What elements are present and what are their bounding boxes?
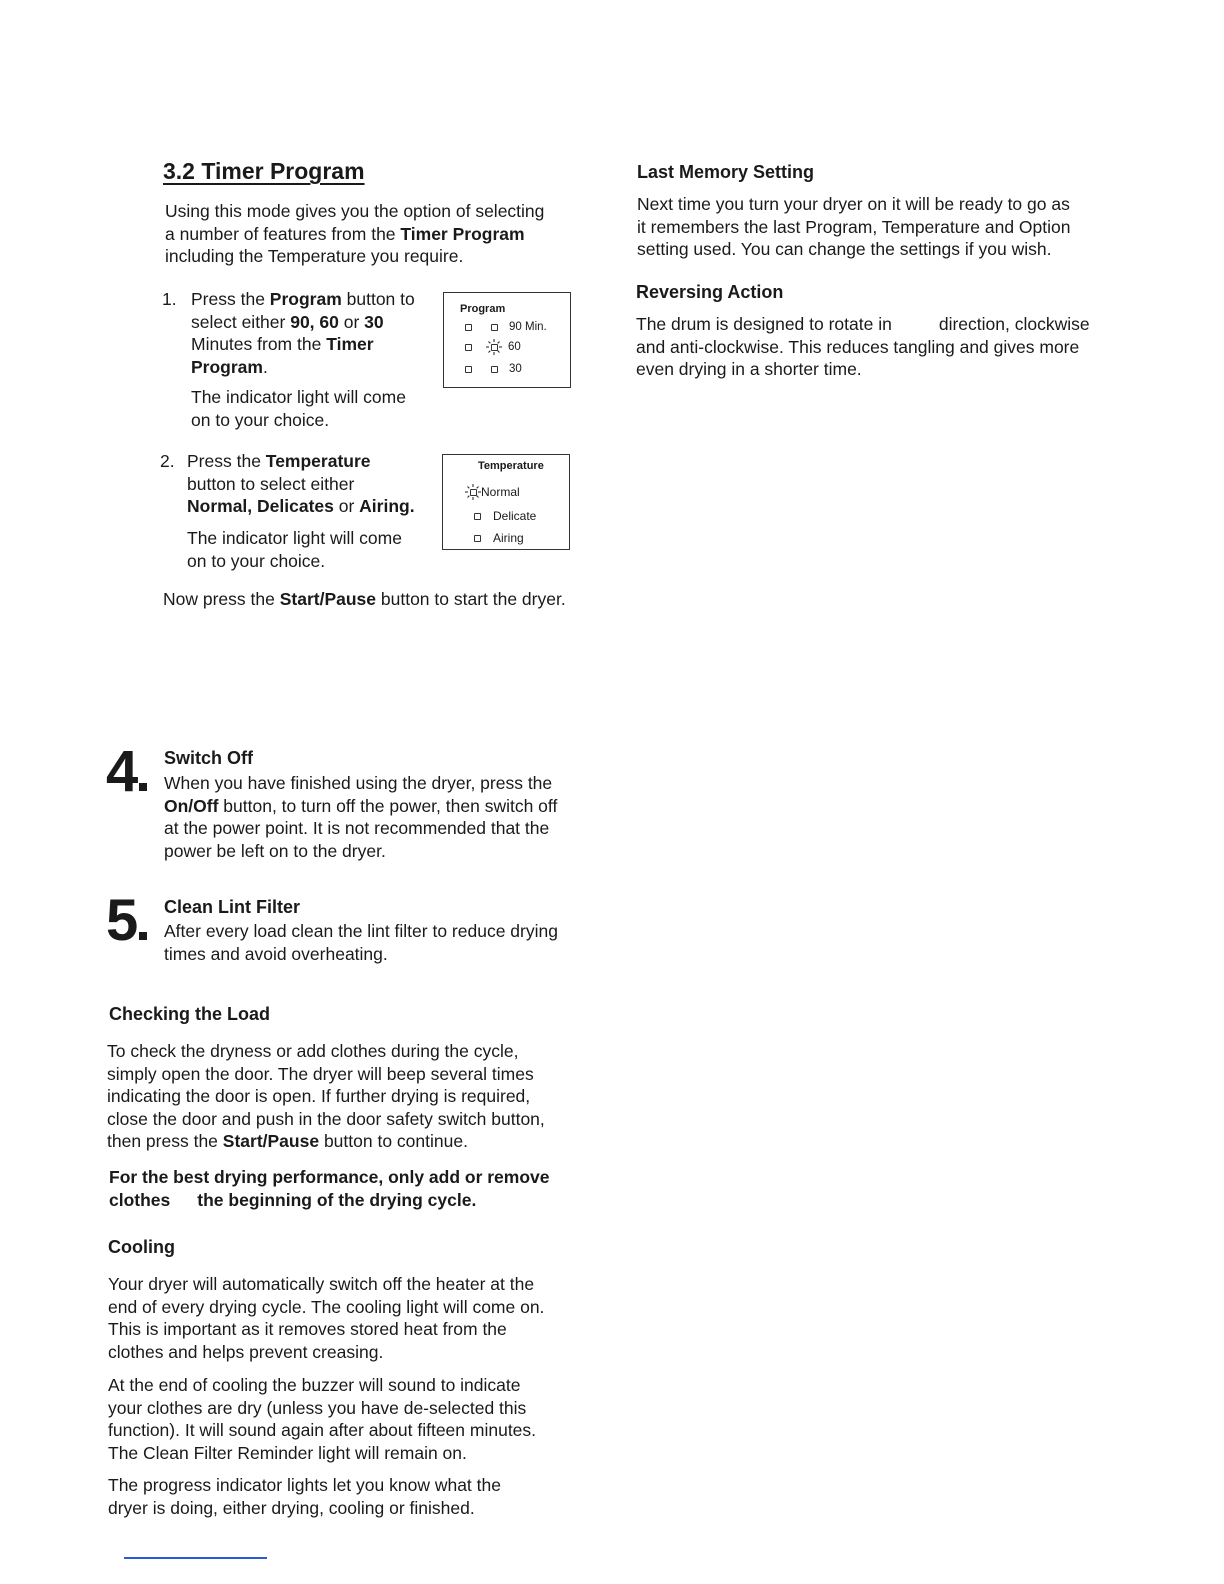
cooling-paragraph-3: The progress indicator lights let you know what the dryer is doing, either drying, cooling or finished. (108, 1475, 501, 1518)
cooling-paragraph-1: Your dryer will automatically switch off the heater at the end of every drying cycle. The cooling light will come on. This is important as it removes stored heat from the clothes and helps prevent creasing. (108, 1274, 545, 1362)
step-2-number: 2. (160, 451, 175, 471)
temperature-option-delicate: Delicate (474, 509, 536, 523)
program-panel (443, 292, 571, 388)
reversing-text: The drum is designed to rotate in direction, clockwise and anti-clockwise. This reduces tangling and gives more even drying in a shorter time. (636, 314, 1090, 379)
checking-heading: Checking the Load (109, 1004, 271, 1024)
cooling-paragraph-2: At the end of cooling the buzzer will sound to indicate your clothes are dry (unless you have de-selected this function). It will sound again after about fifteen minutes. The Clean Filter Reminder light will remain on. (108, 1375, 537, 1463)
section-5-text: After every load clean the lint filter to reduce drying times and avoid overheating. (164, 921, 558, 964)
temperature-option-normal: Normal (465, 484, 520, 500)
led-lit-icon (486, 339, 502, 355)
start-instruction: Now press the Start/Pause button to start the dryer. (163, 589, 566, 609)
temperature-option-airing: Airing (474, 531, 524, 545)
led-off-icon (491, 324, 498, 331)
section-4-heading: Switch Off (164, 748, 253, 768)
led-off-icon (474, 513, 481, 520)
led-off-icon (474, 535, 481, 542)
reversing-heading: Reversing Action (636, 282, 784, 302)
step-1-number: 1. (162, 289, 177, 309)
checking-bold-note: For the best drying performance, only add or remove clothes the beginning of the drying cycle. (109, 1167, 550, 1210)
step-1-text: Press the Program button to select either 90, 60 or 30 Minutes from the Timer Program. (191, 289, 415, 377)
footer-rule (124, 1557, 267, 1559)
led-off-icon (465, 344, 472, 351)
memory-heading: Last Memory Setting (637, 162, 815, 182)
program-option-60: 60 (465, 339, 521, 355)
step-2-note: The indicator light will come on to your choice. (187, 528, 402, 571)
step-1-note: The indicator light will come on to your choice. (191, 387, 406, 430)
section-title: 3.2 Timer Program (163, 158, 365, 184)
section-4-number: 4 (106, 743, 147, 801)
temperature-panel (442, 454, 570, 550)
intro-paragraph: Using this mode gives you the option of selecting a number of features from the Timer Program including the Temperature you require. (165, 201, 545, 266)
cooling-heading: Cooling (108, 1237, 175, 1257)
section-5-heading: Clean Lint Filter (164, 897, 301, 917)
led-off-icon (465, 366, 472, 373)
step-2-text: Press the Temperature button to select either Normal, Delicates or Airing. (187, 451, 415, 516)
memory-text: Next time you turn your dryer on it will be ready to go as it remembers the last Program, Temperature and Option setting used. You can change the settings if you wish. (637, 194, 1071, 259)
temperature-panel-title: Temperature (478, 460, 544, 472)
led-lit-icon (465, 484, 481, 500)
checking-text: To check the dryness or add clothes during the cycle, simply open the door. The dryer will beep several times indicating the door is open. If further drying is required, close the door and push in the door safety switch button, then press the Start/Pause button to continue. (107, 1041, 545, 1151)
section-4-text: When you have finished using the dryer, press the On/Off button, to turn off the power, then switch off at the power point. It is not recommended that the power be left on to the dryer. (164, 773, 558, 861)
led-off-icon (491, 366, 498, 373)
program-option-30: 30 (465, 363, 522, 375)
program-panel-title: Program (460, 303, 506, 315)
led-off-icon (465, 324, 472, 331)
program-option-90: 90 Min. (465, 321, 547, 333)
section-5-number: 5 (106, 892, 147, 950)
